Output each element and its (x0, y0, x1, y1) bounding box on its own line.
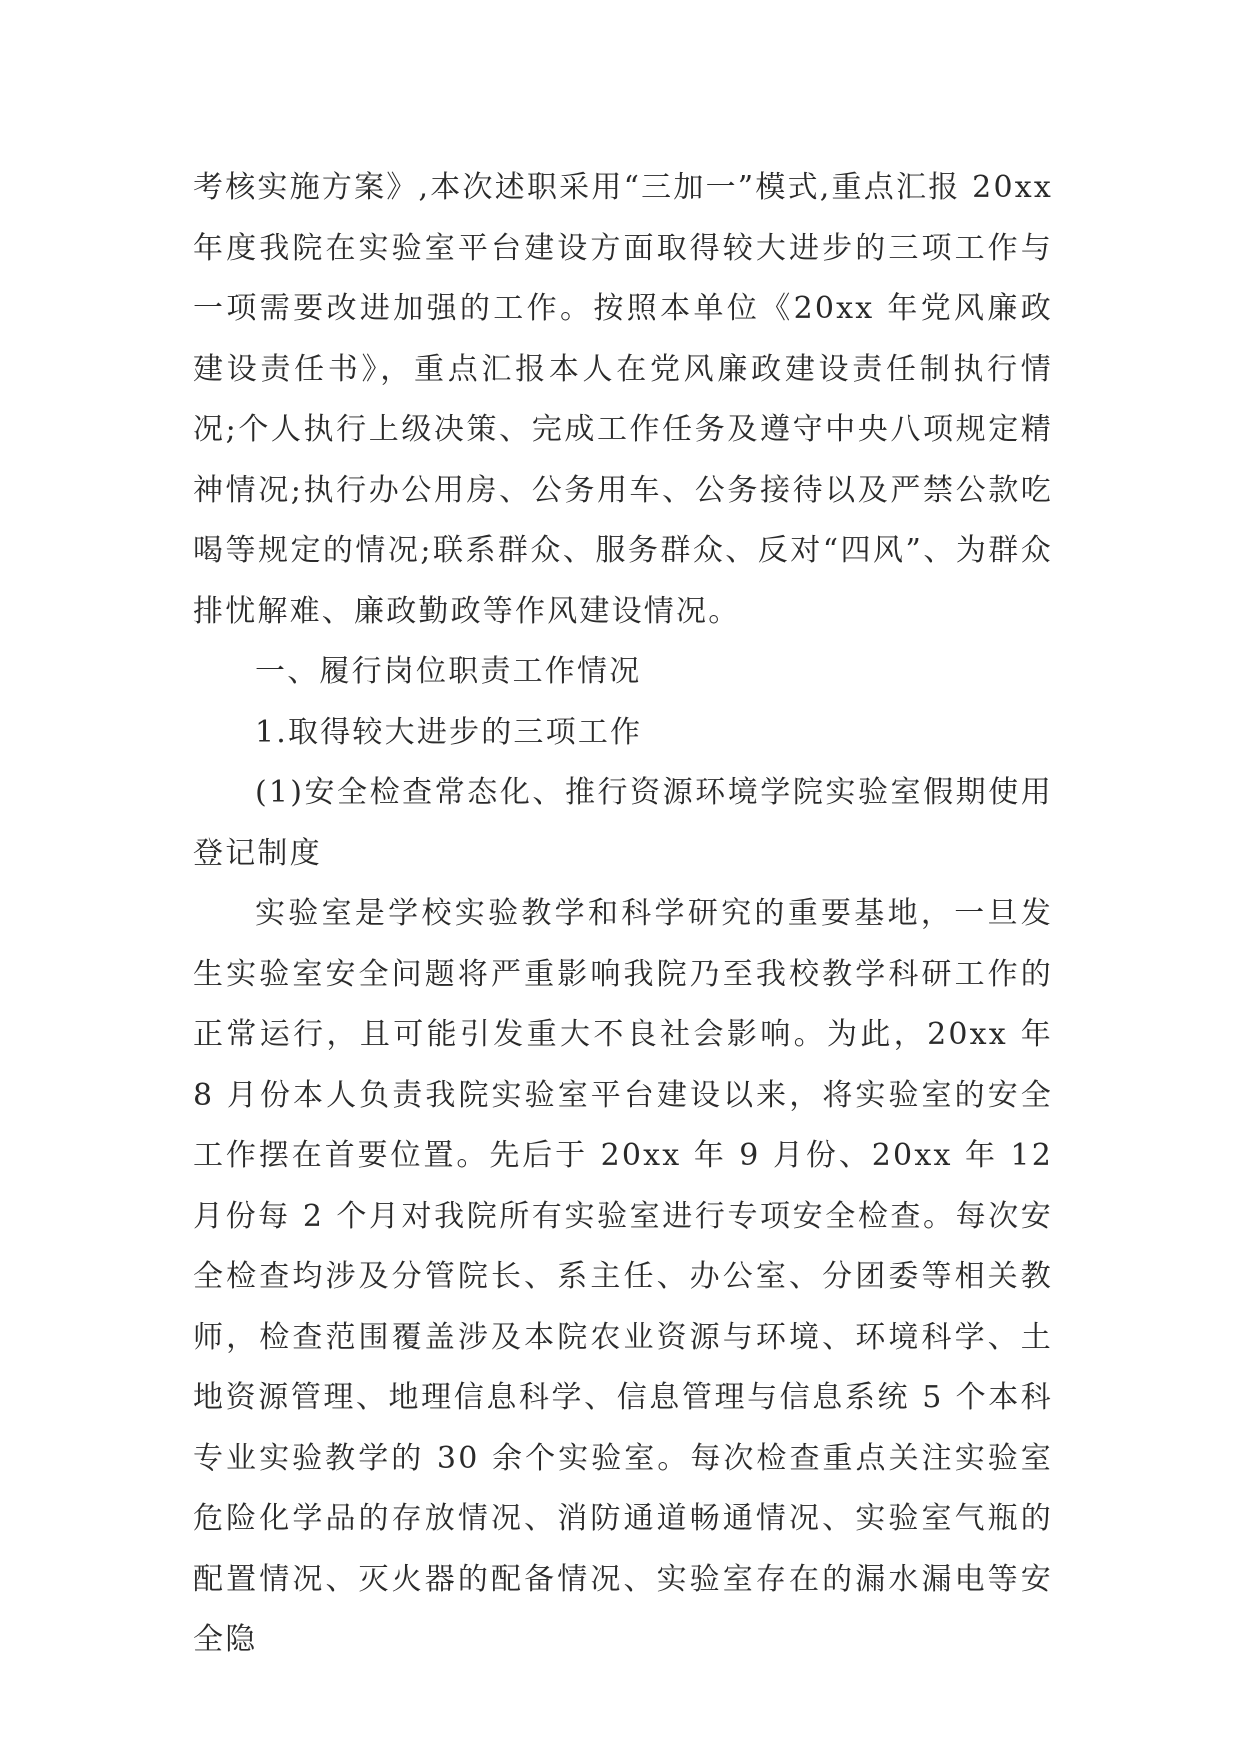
paragraph-intro-continuation: 考核实施方案》,本次述职采用“三加一”模式,重点汇报 20xx 年度我院在实验室平台建设方面取得较大进步的三项工作与一项需要改进加强的工作。按照本单位《20xx 年党风廉政建设责任书》，重点汇报本人在党风廉政建设责任制执行情况;个人执行上级决策、完成工作任务及遵守中央八项规定精神情况;执行办公用房、公务用车、公务接待以及严禁公款吃喝等规定的情况;联系群众、服务群众、反对“四风”、为群众排忧解难、廉政勤政等作风建设情况。 (193, 170, 1053, 629)
subsection-heading-three-achievements: 1.取得较大进步的三项工作 (255, 714, 643, 750)
section-heading-job-duties: 一、履行岗位职责工作情况 (255, 654, 642, 689)
item-heading-safety-inspection: (1)安全检查常态化、推行资源环境学院实验室假期使用登记制度 (193, 775, 1053, 871)
paragraph-lab-safety: 实验室是学校实验教学和科学研究的重要基地，一旦发生实验室安全问题将严重影响我院乃至我校教学科研工作的正常运行，且可能引发重大不良社会影响。为此，20xx 年 8 月份本人负责我院实验室平台建设以来，将实验室的安全工作摆在首要位置。先后于 20xx 年 9 月份、20xx 年 12 月份每 2 个月对我院所有实验室进行专项安全检查。每次安全检查均涉及分管院长、系主任、办公室、分团委等相关教师，检查范围覆盖涉及本院农业资源与环境、环境科学、土地资源管理、地理信息科学、信息管理与信息系统 5 个本科专业实验教学的 30 余个实验室。每次检查重点关注实验室危险化学品的存放情况、消防通道畅通情况、实验室气瓶的配置情况、灭火器的配备情况、实验室存在的漏水漏电等安全隐 (193, 896, 1053, 1657)
document-body (193, 158, 1053, 1671)
